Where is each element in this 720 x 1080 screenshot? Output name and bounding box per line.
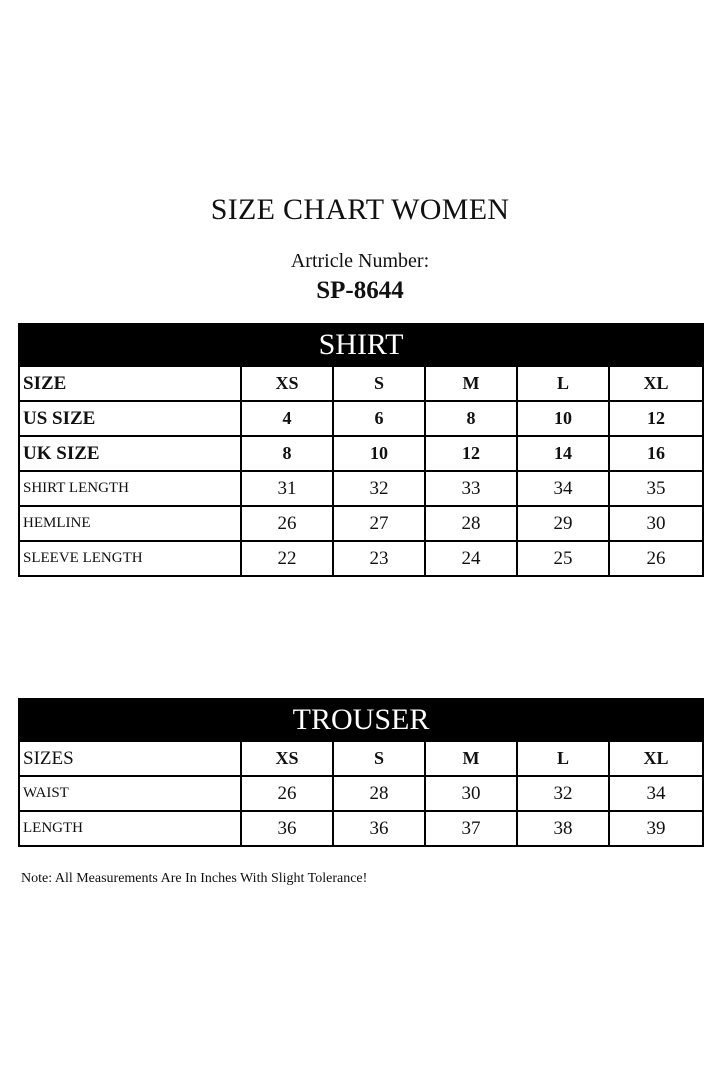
table-row bbox=[19, 776, 703, 811]
column-header-sizes: SIZES bbox=[19, 741, 241, 776]
column-header-m: M bbox=[425, 366, 517, 401]
table-cell: 25 bbox=[517, 541, 609, 576]
table-cell: 8 bbox=[241, 436, 333, 471]
table-cell: 4 bbox=[241, 401, 333, 436]
trouser-section-title: TROUSER bbox=[19, 699, 703, 741]
table-cell: 10 bbox=[517, 401, 609, 436]
row-label-us-size: US SIZE bbox=[19, 401, 241, 436]
row-label-waist: WAIST bbox=[19, 776, 241, 811]
table-cell: 33 bbox=[425, 471, 517, 506]
column-header-xl: XL bbox=[609, 741, 703, 776]
trouser-size-table bbox=[18, 698, 704, 847]
row-label-uk-size: UK SIZE bbox=[19, 436, 241, 471]
table-cell: 32 bbox=[517, 776, 609, 811]
table-cell: 12 bbox=[425, 436, 517, 471]
shirt-size-table bbox=[18, 323, 704, 577]
table-cell: 38 bbox=[517, 811, 609, 846]
column-header-xs: XS bbox=[241, 366, 333, 401]
table-row bbox=[19, 541, 703, 576]
column-header-l: L bbox=[517, 741, 609, 776]
table-row bbox=[19, 506, 703, 541]
table-cell: 28 bbox=[425, 506, 517, 541]
table-cell: 36 bbox=[241, 811, 333, 846]
row-label-length: LENGTH bbox=[19, 811, 241, 846]
shirt-section-title: SHIRT bbox=[19, 324, 703, 366]
table-cell: 28 bbox=[333, 776, 425, 811]
column-header-s: S bbox=[333, 741, 425, 776]
table-cell: 30 bbox=[609, 506, 703, 541]
column-header-xs: XS bbox=[241, 741, 333, 776]
table-cell: 39 bbox=[609, 811, 703, 846]
table-cell: 10 bbox=[333, 436, 425, 471]
table-row bbox=[19, 436, 703, 471]
table-row bbox=[19, 811, 703, 846]
row-label-sleeve-length: SLEEVE LENGTH bbox=[19, 541, 241, 576]
row-label-shirt-length: SHIRT LENGTH bbox=[19, 471, 241, 506]
trouser-title-row bbox=[19, 699, 703, 741]
table-cell: 29 bbox=[517, 506, 609, 541]
table-cell: 36 bbox=[333, 811, 425, 846]
measurement-note: Note: All Measurements Are In Inches With Slight Tolerance! bbox=[21, 871, 368, 886]
table-cell: 22 bbox=[241, 541, 333, 576]
table-cell: 14 bbox=[517, 436, 609, 471]
column-header-s: S bbox=[333, 366, 425, 401]
column-header-m: M bbox=[425, 741, 517, 776]
table-cell: 34 bbox=[609, 776, 703, 811]
table-cell: 26 bbox=[241, 776, 333, 811]
table-cell: 37 bbox=[425, 811, 517, 846]
shirt-title-row bbox=[19, 324, 703, 366]
trouser-header-row bbox=[19, 741, 703, 776]
article-number-label: Artricle Number: bbox=[290, 250, 430, 272]
table-cell: 16 bbox=[609, 436, 703, 471]
table-cell: 35 bbox=[609, 471, 703, 506]
row-label-hemline: HEMLINE bbox=[19, 506, 241, 541]
table-row bbox=[19, 471, 703, 506]
column-header-xl: XL bbox=[609, 366, 703, 401]
table-row bbox=[19, 401, 703, 436]
article-number-value: SP-8644 bbox=[316, 277, 404, 304]
table-cell: 32 bbox=[333, 471, 425, 506]
table-cell: 34 bbox=[517, 471, 609, 506]
column-header-l: L bbox=[517, 366, 609, 401]
column-header-size: SIZE bbox=[19, 366, 241, 401]
table-cell: 12 bbox=[609, 401, 703, 436]
table-cell: 30 bbox=[425, 776, 517, 811]
table-cell: 8 bbox=[425, 401, 517, 436]
table-cell: 26 bbox=[241, 506, 333, 541]
page-title: SIZE CHART WOMEN bbox=[210, 193, 510, 226]
table-cell: 6 bbox=[333, 401, 425, 436]
table-cell: 31 bbox=[241, 471, 333, 506]
table-cell: 27 bbox=[333, 506, 425, 541]
table-cell: 24 bbox=[425, 541, 517, 576]
table-cell: 23 bbox=[333, 541, 425, 576]
shirt-header-row bbox=[19, 366, 703, 401]
table-cell: 26 bbox=[609, 541, 703, 576]
